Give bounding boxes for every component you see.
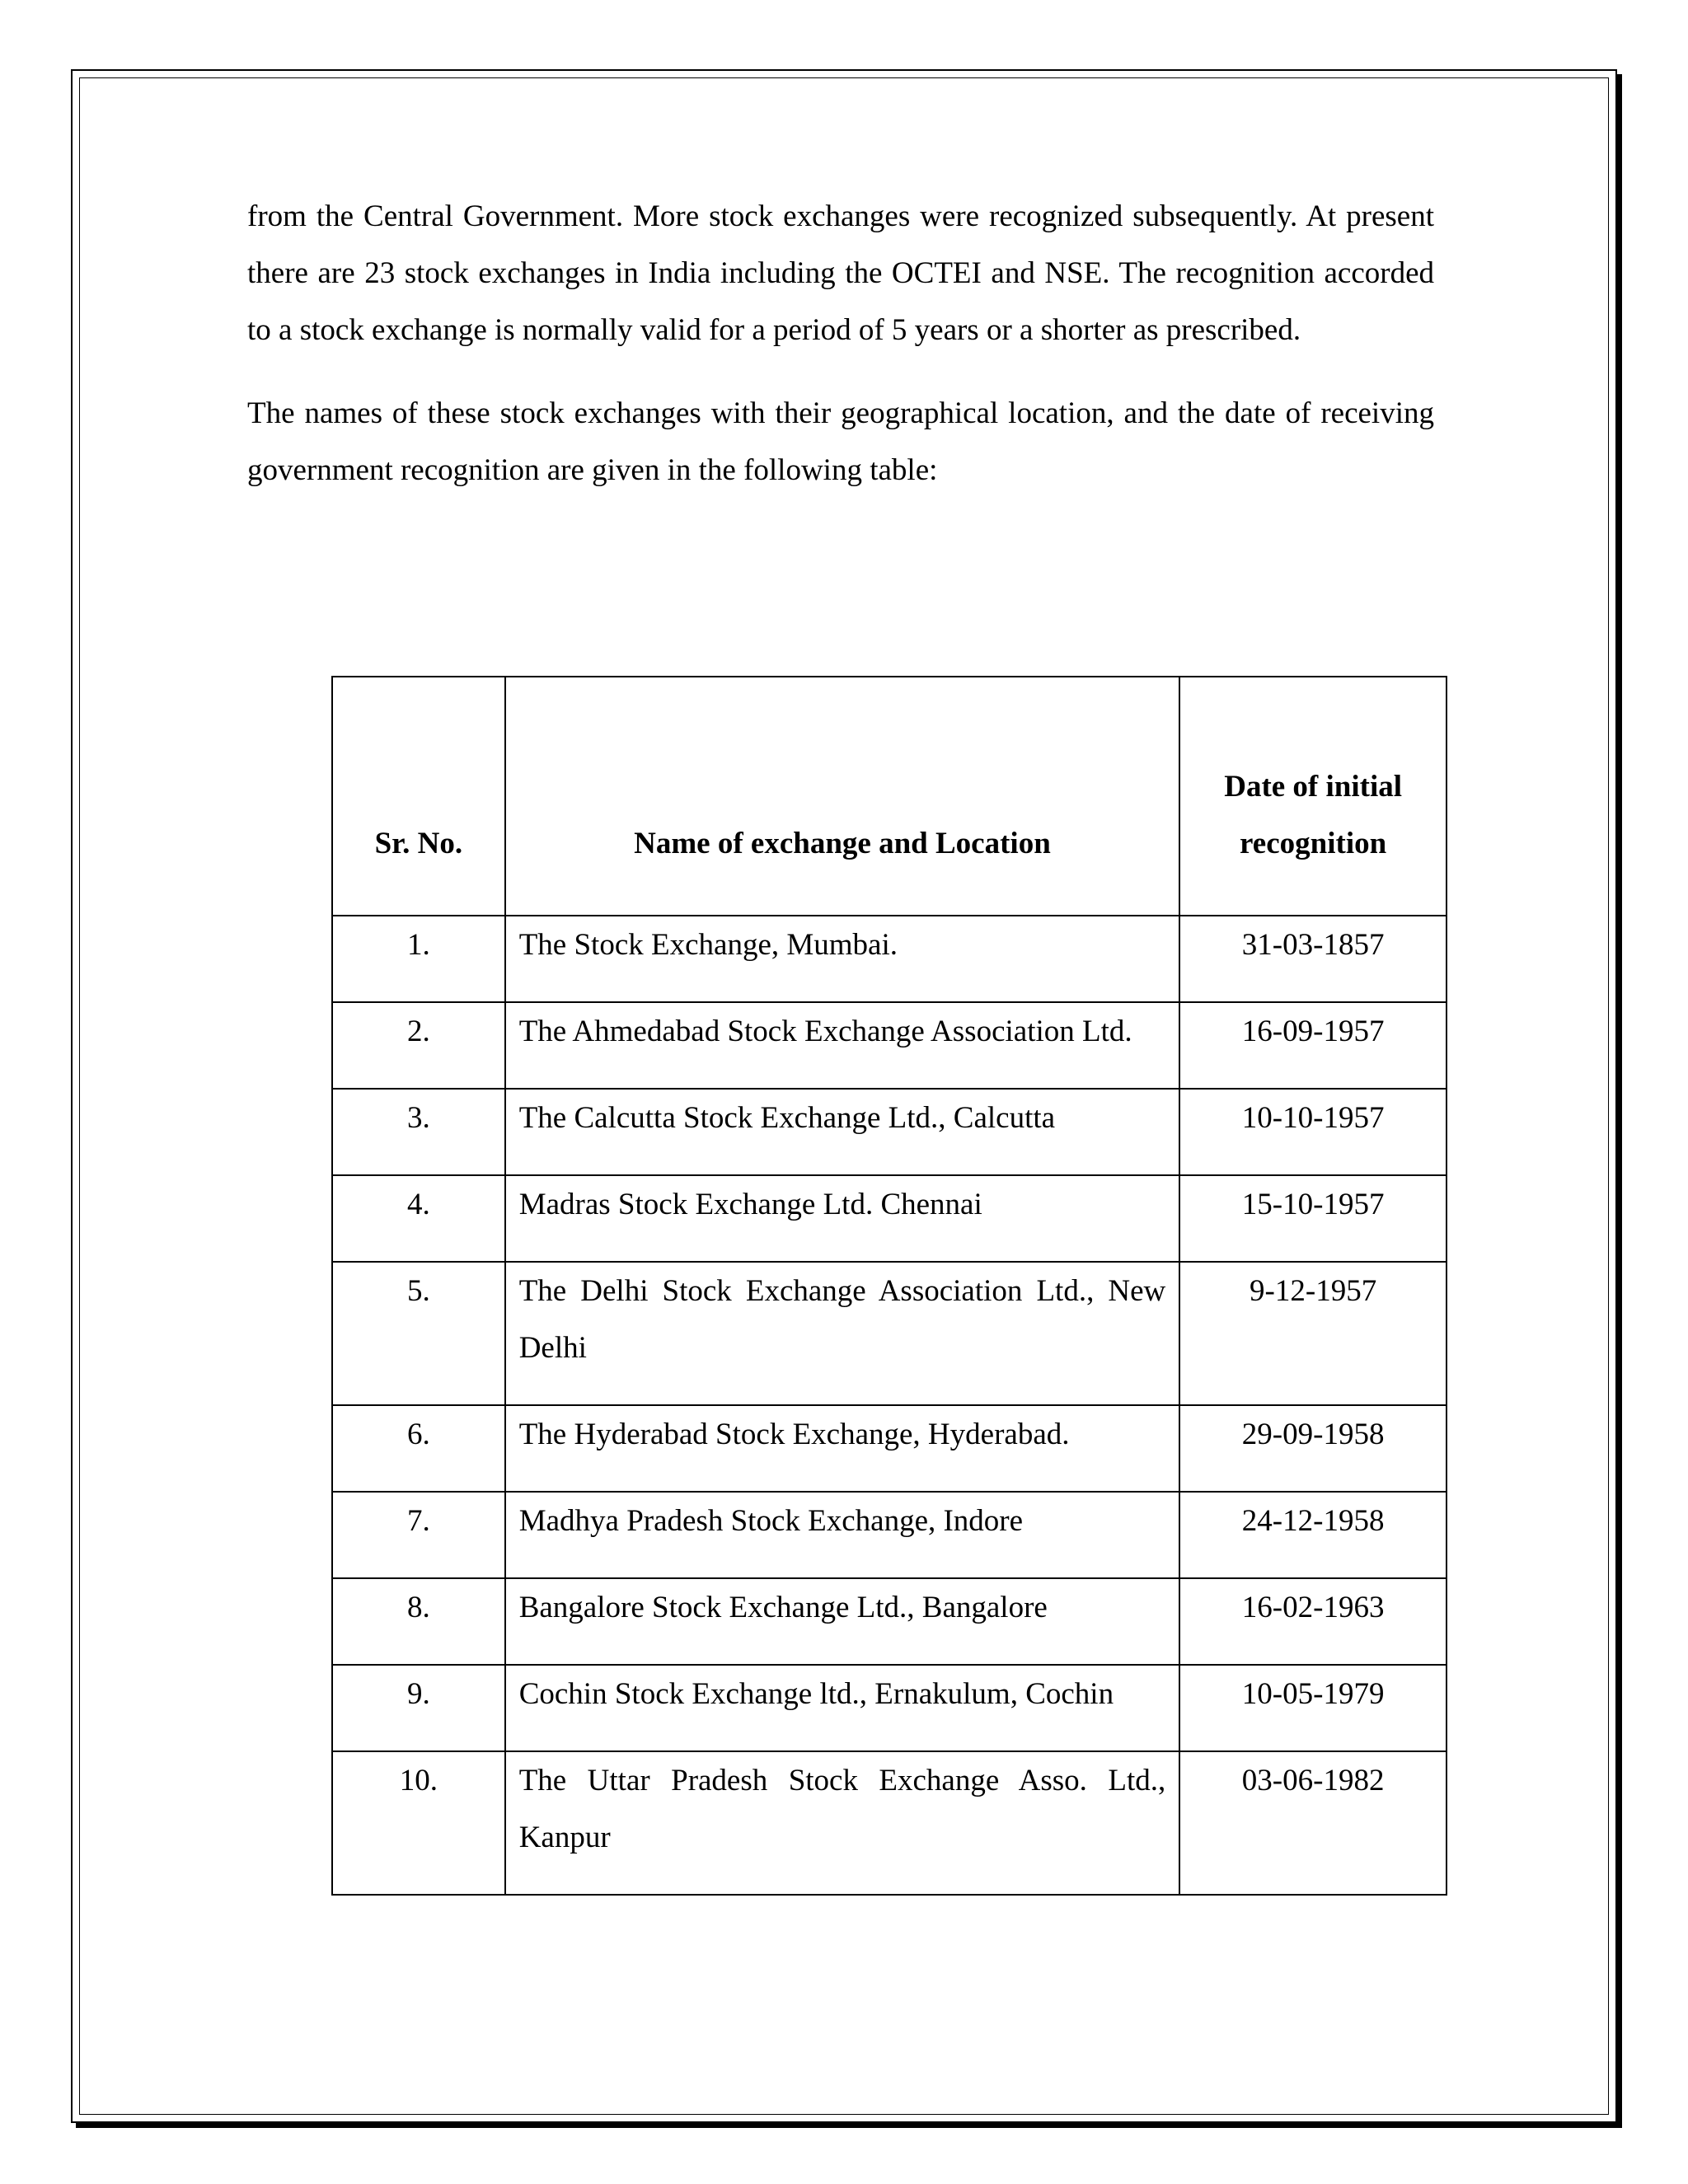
row-name: Cochin Stock Exchange ltd., Ernakulum, Cochin	[505, 1665, 1180, 1751]
row-name: The Stock Exchange, Mumbai.	[505, 916, 1180, 1002]
row-date: 10-10-1957	[1179, 1089, 1447, 1175]
row-sr: 3.	[332, 1089, 505, 1175]
row-sr: 8.	[332, 1578, 505, 1665]
row-name: The Calcutta Stock Exchange Ltd., Calcutta	[505, 1089, 1180, 1175]
table-header-row	[332, 677, 1447, 916]
row-date: 15-10-1957	[1179, 1175, 1447, 1262]
table-row	[332, 1175, 1447, 1262]
row-date: 16-09-1957	[1179, 1002, 1447, 1089]
row-sr: 4.	[332, 1175, 505, 1262]
table-row	[332, 1262, 1447, 1405]
paragraph-table-intro: The names of these stock exchanges with their geographical location, and the date of receiving government recognition are given in the following table:	[247, 396, 1434, 487]
row-date: 31-03-1857	[1179, 916, 1447, 1002]
row-date: 24-12-1958	[1179, 1492, 1447, 1578]
table-row	[332, 1405, 1447, 1492]
row-date: 9-12-1957	[1179, 1262, 1447, 1405]
row-name: Madras Stock Exchange Ltd. Chennai	[505, 1175, 1180, 1262]
row-sr: 7.	[332, 1492, 505, 1578]
row-sr: 5.	[332, 1262, 505, 1405]
row-name: Madhya Pradesh Stock Exchange, Indore	[505, 1492, 1180, 1578]
row-date: 29-09-1958	[1179, 1405, 1447, 1492]
body-text	[247, 188, 1434, 499]
row-name: The Delhi Stock Exchange Association Ltd., New Delhi	[505, 1262, 1180, 1405]
row-sr: 6.	[332, 1405, 505, 1492]
row-sr: 1.	[332, 916, 505, 1002]
table-row	[332, 1578, 1447, 1665]
header-date-recognition: Date of initial recognition	[1179, 677, 1447, 916]
header-name-location: Name of exchange and Location	[505, 677, 1180, 916]
row-date: 03-06-1982	[1179, 1751, 1447, 1895]
row-sr: 2.	[332, 1002, 505, 1089]
row-date: 16-02-1963	[1179, 1578, 1447, 1665]
table-row	[332, 916, 1447, 1002]
row-name: The Ahmedabad Stock Exchange Association Ltd.	[505, 1002, 1180, 1089]
paragraph-intro: from the Central Government. More stock exchanges were recognized subsequently. At present there are 23 stock exchanges in India including the OCTEI and NSE. The recognition accorded to a stock exchange is normally valid for a period of 5 years or a shorter as prescribed.	[247, 199, 1434, 347]
row-date: 10-05-1979	[1179, 1665, 1447, 1751]
header-sr-no: Sr. No.	[332, 677, 505, 916]
row-name: The Uttar Pradesh Stock Exchange Asso. Ltd., Kanpur	[505, 1751, 1180, 1895]
table-row	[332, 1002, 1447, 1089]
table-row	[332, 1665, 1447, 1751]
row-name: The Hyderabad Stock Exchange, Hyderabad.	[505, 1405, 1180, 1492]
stock-exchange-table	[331, 676, 1447, 1896]
row-sr: 10.	[332, 1751, 505, 1895]
table-row	[332, 1089, 1447, 1175]
table-row	[332, 1751, 1447, 1895]
row-sr: 9.	[332, 1665, 505, 1751]
table-row	[332, 1492, 1447, 1578]
row-name: Bangalore Stock Exchange Ltd., Bangalore	[505, 1578, 1180, 1665]
